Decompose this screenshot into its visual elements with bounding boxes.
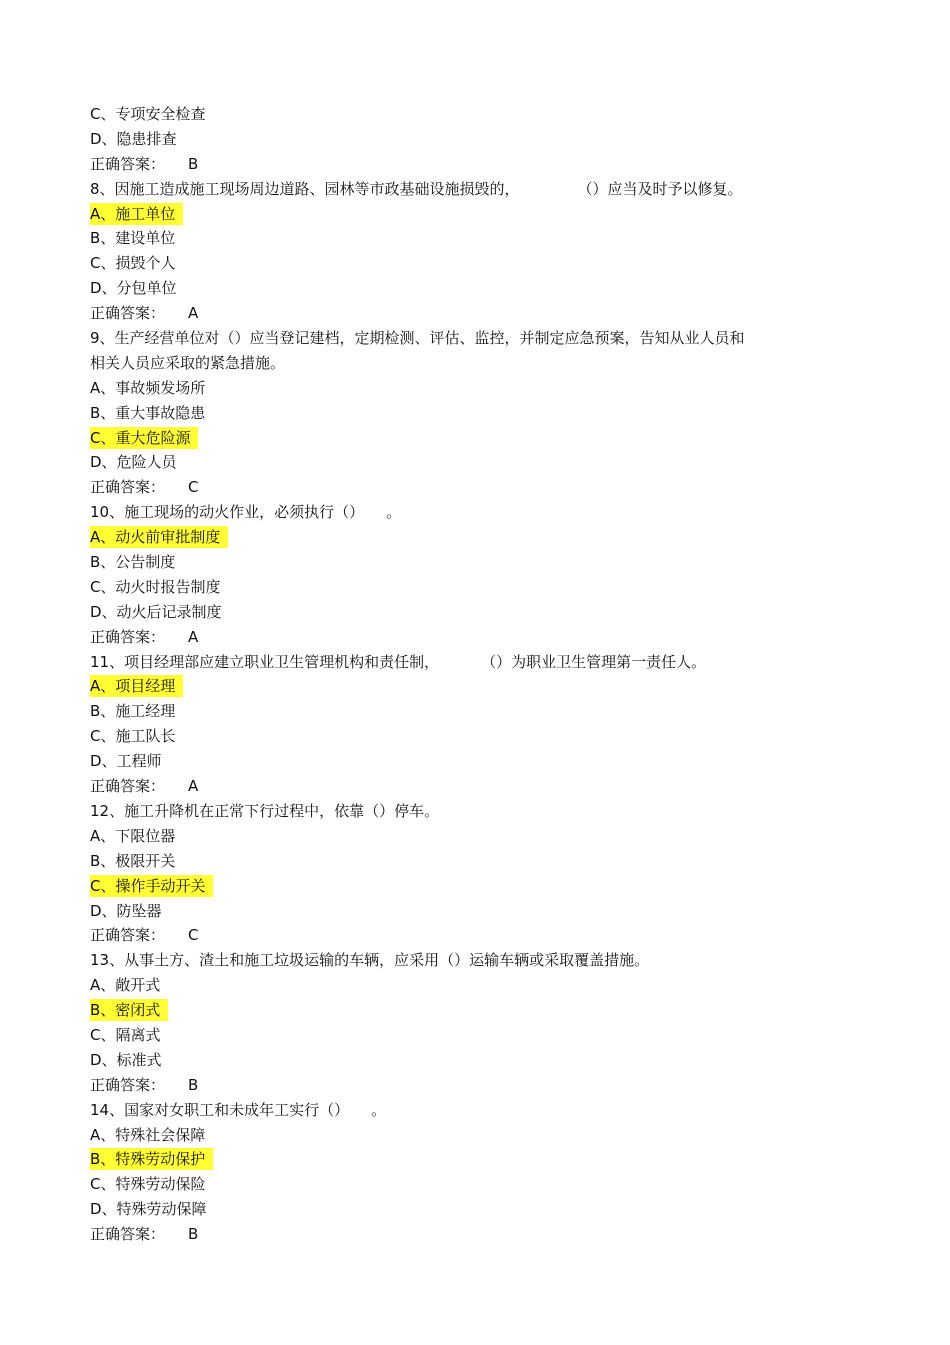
question-stem: [90, 177, 810, 202]
option-text: C、动火时报告制度: [90, 577, 221, 596]
question-stem: [90, 326, 810, 351]
question-text-continued: 相关人员应采取的紧急措施。: [90, 353, 286, 372]
question-stem: [90, 500, 810, 525]
answer-label: 正确答案：: [90, 627, 166, 646]
answer-letter: B: [188, 1225, 199, 1244]
option-text-highlighted: B、密闭式: [90, 999, 168, 1021]
option-text: C、损毁个人: [90, 254, 176, 273]
option-item: [90, 1023, 810, 1048]
option-item: [90, 1147, 810, 1172]
question-stem: [90, 799, 810, 824]
option-item: [90, 874, 810, 899]
answer-letter: B: [188, 1075, 199, 1094]
answer-label: 正确答案：: [90, 304, 166, 323]
option-item: [90, 824, 810, 849]
option-text: B、建设单位: [90, 229, 176, 248]
option-item: [90, 998, 810, 1023]
option-text: A、事故频发场所: [90, 378, 206, 397]
option-item: [90, 226, 810, 251]
option-text-highlighted: A、施工单位: [90, 203, 183, 225]
answer-letter: A: [188, 627, 199, 646]
option-text: B、施工经理: [90, 702, 176, 721]
question-text: 10、施工现场的动火作业，必须执行（）: [90, 503, 365, 522]
answer-line: [90, 774, 810, 799]
answer-letter: C: [188, 478, 199, 497]
question-text: 8、因施工造成施工现场周边道路、园林等市政基础设施损毁的，: [90, 179, 520, 198]
answer-letter: C: [188, 926, 199, 945]
answer-line: [90, 475, 810, 500]
option-text: D、标准式: [90, 1050, 162, 1069]
option-text-highlighted: A、项目经理: [90, 675, 183, 697]
answer-label: 正确答案：: [90, 478, 166, 497]
question-stem-continued: [90, 351, 810, 376]
option-item: [90, 724, 810, 749]
option-text: A、特殊社会保障: [90, 1125, 206, 1144]
option-item: [90, 127, 810, 152]
question-text: 11、项目经理部应建立职业卫生管理机构和责任制，: [90, 652, 440, 671]
option-text: A、敞开式: [90, 976, 161, 995]
option-item: [90, 600, 810, 625]
option-text: D、特殊劳动保障: [90, 1200, 207, 1219]
option-text: D、隐患排查: [90, 129, 177, 148]
option-item: [90, 376, 810, 401]
option-text: B、极限开关: [90, 851, 176, 870]
option-text: D、防坠器: [90, 901, 162, 920]
option-text: D、工程师: [90, 752, 162, 771]
option-item: [90, 973, 810, 998]
question-text-continued: （）为职业卫生管理第一责任人。: [481, 652, 707, 671]
option-item: [90, 426, 810, 451]
option-text: C、特殊劳动保险: [90, 1175, 206, 1194]
answer-line: [90, 152, 810, 177]
option-text: D、动火后记录制度: [90, 602, 222, 621]
answer-letter: B: [188, 154, 199, 173]
question-list: [90, 102, 810, 1247]
option-text: B、重大事故隐患: [90, 403, 206, 422]
option-item: [90, 749, 810, 774]
option-text-highlighted: C、操作手动开关: [90, 875, 213, 897]
question-stem: [90, 948, 810, 973]
answer-line: [90, 625, 810, 650]
answer-letter: A: [188, 304, 199, 323]
option-text: B、公告制度: [90, 553, 176, 572]
option-item: [90, 1048, 810, 1073]
question-text: 13、从事土方、渣土和施工垃圾运输的车辆，应采用（）运输车辆或采取覆盖措施。: [90, 951, 650, 970]
option-text: A、下限位器: [90, 826, 176, 845]
answer-label: 正确答案：: [90, 777, 166, 796]
option-text: D、危险人员: [90, 453, 177, 472]
option-item: [90, 401, 810, 426]
option-item: [90, 1172, 810, 1197]
question-text-continued: 。: [371, 1100, 387, 1119]
option-item: [90, 525, 810, 550]
answer-line: [90, 301, 810, 326]
question-stem: [90, 1098, 810, 1123]
option-item: [90, 202, 810, 227]
option-item: [90, 550, 810, 575]
answer-label: 正确答案：: [90, 154, 166, 173]
answer-line: [90, 923, 810, 948]
question-text: 12、施工升降机在正常下行过程中，依靠（）停车。: [90, 801, 440, 820]
answer-line: [90, 1073, 810, 1098]
option-item: [90, 102, 810, 127]
option-text: C、隔离式: [90, 1025, 161, 1044]
option-text-highlighted: A、动火前审批制度: [90, 526, 228, 548]
option-item: [90, 276, 810, 301]
option-text-highlighted: B、特殊劳动保护: [90, 1148, 213, 1170]
option-item: [90, 575, 810, 600]
question-text-continued: 。: [386, 503, 402, 522]
question-text-continued: （）应当及时予以修复。: [577, 179, 743, 198]
option-item: [90, 450, 810, 475]
option-item: [90, 674, 810, 699]
option-item: [90, 699, 810, 724]
question-stem: [90, 650, 810, 675]
option-text: C、专项安全检查: [90, 105, 206, 123]
answer-line: [90, 1222, 810, 1247]
answer-label: 正确答案：: [90, 926, 166, 945]
option-item: [90, 849, 810, 874]
option-text-highlighted: C、重大危险源: [90, 427, 198, 449]
answer-letter: A: [188, 777, 199, 796]
option-item: [90, 1197, 810, 1222]
option-item: [90, 251, 810, 276]
answer-label: 正确答案：: [90, 1075, 166, 1094]
option-item: [90, 1123, 810, 1148]
question-text: 14、国家对女职工和未成年工实行（）: [90, 1100, 350, 1119]
question-text: 9、生产经营单位对（）应当登记建档，定期检测、评估、监控，并制定应急预案，告知从业人员和: [90, 329, 745, 348]
answer-label: 正确答案：: [90, 1225, 166, 1244]
option-text: D、分包单位: [90, 279, 177, 298]
option-item: [90, 899, 810, 924]
option-text: C、施工队长: [90, 727, 176, 746]
